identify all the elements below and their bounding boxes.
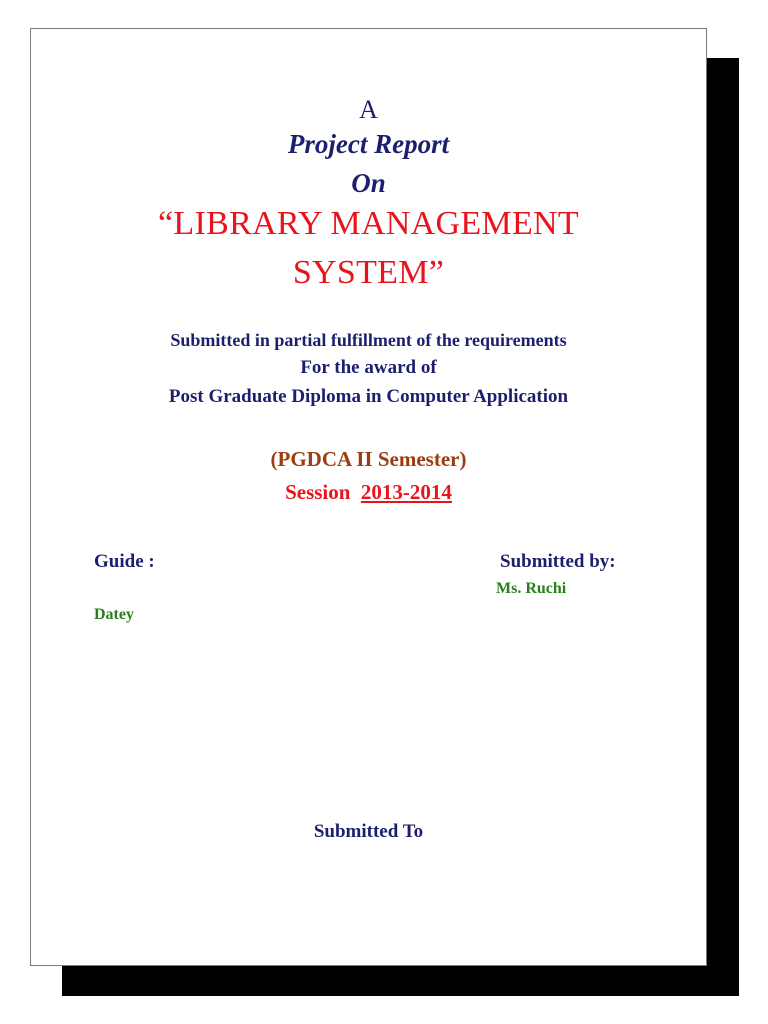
semester-label: (PGDCA II Semester) <box>270 447 467 471</box>
session-label: Session <box>285 480 351 504</box>
guide-name: Datey <box>94 606 134 623</box>
project-title-line-1: “LIBRARY MANAGEMENT <box>158 205 579 242</box>
guide-label: Guide : <box>94 551 155 572</box>
award-statement: For the award of <box>300 357 437 378</box>
session-years: 2013-2014 <box>360 480 452 504</box>
degree-name: Post Graduate Diploma in Computer Application <box>168 386 569 407</box>
submission-statement: Submitted in partial fulfillment of the requirements <box>170 330 567 350</box>
project-title-line-2: SYSTEM” <box>292 254 445 291</box>
cover-page <box>30 28 707 966</box>
submitted-by-label: Submitted by: <box>500 551 616 572</box>
heading-a: A <box>359 95 378 124</box>
submitter-name: Ms. Ruchi <box>496 580 567 597</box>
submitted-to-label: Submitted To <box>313 821 424 842</box>
session-line <box>31 480 706 505</box>
heading-project-report: Project Report <box>287 129 450 159</box>
heading-on: On <box>351 168 386 198</box>
